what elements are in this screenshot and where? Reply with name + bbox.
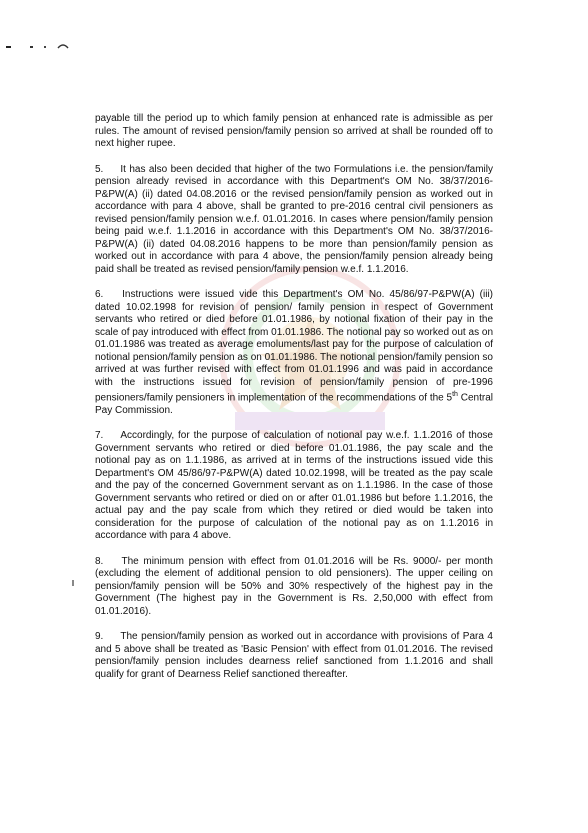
paragraph-number: 9. bbox=[95, 631, 104, 643]
paragraph-number: 7. bbox=[95, 430, 104, 442]
paragraph-text: The pension/family pension as worked out in accordance with provisions of Para 4 and 5 above shall be treated as 'Basic Pension' with effect from 01.01.2016. The revised pension/family pension includes dearness relief sanctioned from 1.1.2016 and shall qualify for grant of Dearness Relief sanctioned thereafter. bbox=[95, 631, 493, 680]
paragraph-number: 8. bbox=[95, 555, 104, 567]
paragraph-text: Accordingly, for the purpose of calculation of notional pay w.e.f. 1.1.2016 of those Government servants who retired or died before 01.01.1986, the pay scale and the notional pay as on 1.1.1986, as arrived at in terms of the instructions issued vide this Department's OM 45/86/97-P&PW(A) dated 10.02.1998, will be treated as the pay scale and the pay of the concerned Government servant as on 1.1.1986. In the case of those Government servants who retired or died on or after 01.01.1986 but before 1.1.2016, the actual pay and the pay scale from which they retired or died would be taken into consideration for the purpose of calculation of the notional pay as on 1.1.2016 in accordance with para 4 above. bbox=[95, 430, 493, 542]
paragraph-text: The minimum pension with effect from 01.01.2016 will be Rs. 9000/- per month (excluding the element of additional pension to old pensioners). The upper ceiling on pension/family pension will be 50% and 30% respectively of the highest pay in the Government (The highest pay in the Government is Rs. 2,50,000 with effect from 01.01.2016). bbox=[95, 555, 493, 617]
paragraph-number: 6. bbox=[95, 289, 104, 300]
paragraph-5 bbox=[95, 164, 493, 277]
paragraph-8 bbox=[95, 556, 493, 619]
paragraph-number: 5. bbox=[95, 163, 104, 175]
document-body bbox=[95, 113, 493, 694]
paragraph-6 bbox=[95, 289, 493, 417]
paragraph-7 bbox=[95, 430, 493, 543]
paragraph-text: Instructions were issued vide this Department's OM No. 45/86/97-P&PW(A) (iii) dated 10.02.1998 for revision of pension/ family pension in respect of Government servants who retired or died before 01.01.1986, by notional fixation of their pay in the scale of pay introduced with effect from 01.01.1986. The notional pay so worked out as on 01.01.1986 was treated as average emoluments/last pay for the purpose of calculation of notional pension/family pension as on 01.01.1986. The notional pension/family pension so arrived at was further revised with effect from 01.01.1996 and was paid in accordance with the instructions issued for revision of pension/family pension of pre-1996 pensioners/family pensioners in implementation of the recommendations of the 5 bbox=[95, 289, 494, 404]
paragraph-continuation bbox=[95, 113, 493, 151]
paragraph-text: It has also been decided that higher of the two Formulations i.e. the pension/family pension already revised in accordance with this Department's OM No. 38/37/2016-P&PW(A) (ii) dated 04.08.2016 or the revised pension/family pension as worked out in accordance with para 4 above, shall be granted to pre-2016 central civil pensioners as revised pension/family pension w.e.f. 01.01.2016. In cases where pension/family pension being paid w.e.f. 1.1.2016 in accordance with this Department's OM No. 38/37/2016-P&PW(A) (ii) dated 04.08.2016 happens to be more than pension/family pension as worked out in accordance with para 4 above, the pension/family pension already being paid shall be treated as revised pension/family pension w.e.f. 1.1.2016. bbox=[95, 163, 493, 275]
scan-artifact-marks bbox=[6, 40, 76, 52]
paragraph-text: payable till the period up to which family pension at enhanced rate is admissible as per rules. The amount of revised pension/family pension so arrived at shall be rounded off to next higher rupee. bbox=[95, 113, 493, 149]
paragraph-text-end: Central Pay Commission. bbox=[95, 392, 493, 416]
superscript: th bbox=[452, 391, 458, 398]
paragraph-9 bbox=[95, 631, 493, 681]
margin-mark bbox=[72, 580, 74, 586]
